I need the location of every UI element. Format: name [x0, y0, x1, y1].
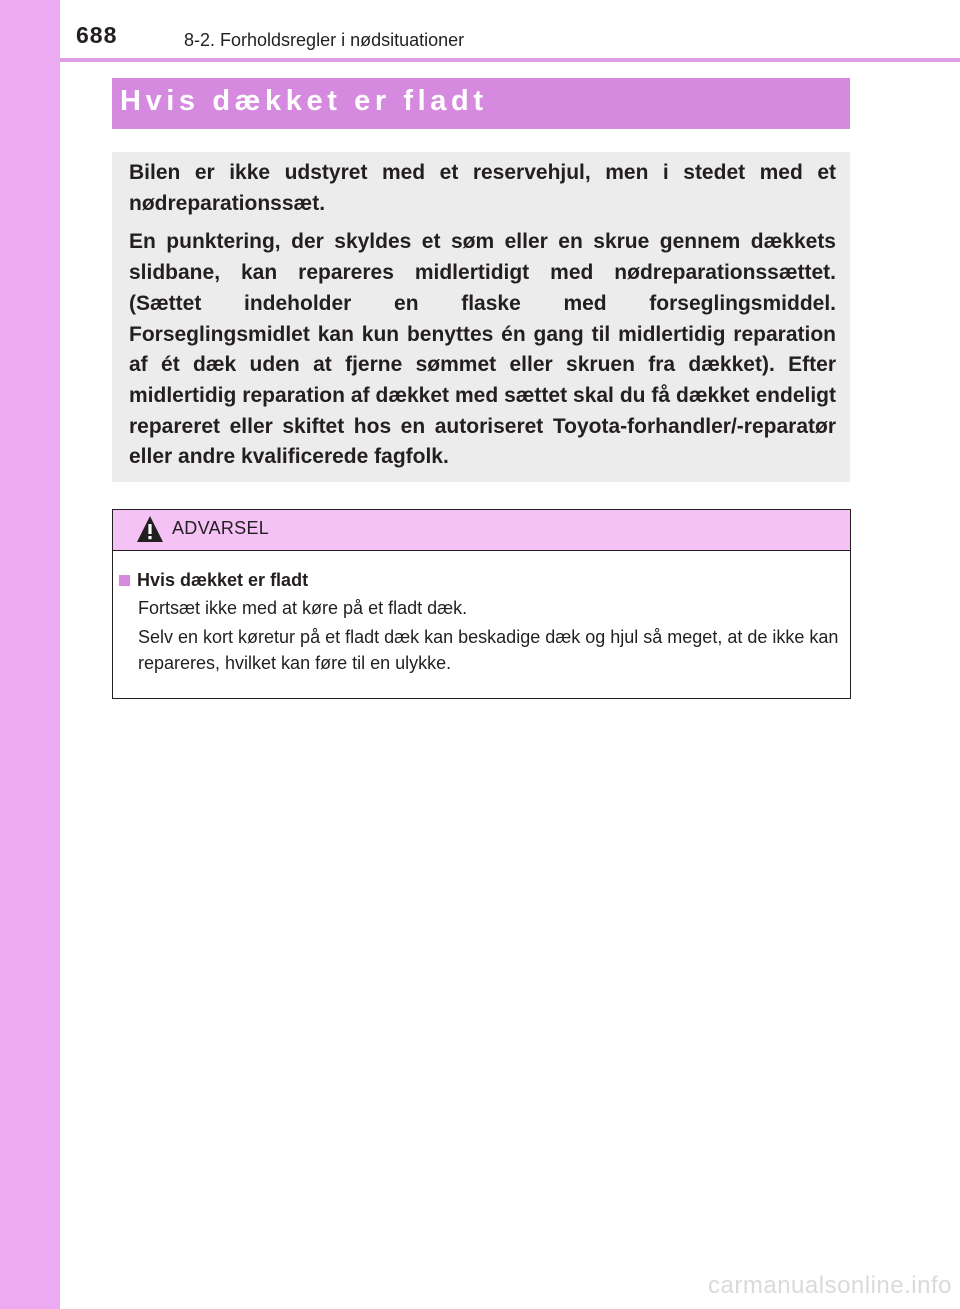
warning-heading-text: Hvis dækket er fladt — [137, 570, 309, 590]
warning-box — [112, 509, 851, 699]
warning-line: Fortsæt ikke med at køre på et fladt dæk. — [138, 598, 468, 618]
intro-box — [112, 152, 850, 482]
watermark: carmanualsonline.info — [708, 1272, 952, 1299]
intro-paragraph: Bilen er ikke udstyret med et reservehjul, men i stedet med et nødreparationssæt. — [129, 161, 836, 215]
warning-line: Selv en kort køretur på et fladt dæk kan beskadige dæk og hjul så meget, at de ikke kan repareres, hvilket kan føre til en ulykke. — [138, 627, 839, 673]
warning-triangle-icon — [135, 514, 165, 544]
warning-label: ADVARSEL — [172, 518, 270, 538]
warning-header — [113, 510, 850, 551]
warning-body — [113, 551, 850, 676]
page-number: 688 — [76, 22, 118, 48]
section-banner — [112, 78, 850, 129]
warning-heading — [119, 569, 840, 591]
square-bullet-icon — [119, 575, 130, 586]
intro-paragraph: En punktering, der skyldes et søm eller en skrue gennem dækkets slidbane, kan repareres midlertidigt med nødreparationssættet. (Sættet indeholder en flaske med forseglingsmiddel. Forseglingsmidlet kan kun benyttes én gang til midlertidig reparation af ét dæk uden at fjerne sømmet eller skruen fra dækket). Efter midlertidig reparation af dækket med sættet skal du få dækket endeligt repareret eller skiftet hos en autoriseret Toyota-forhandler/-reparatør eller andre kvalificerede fagfolk. — [129, 230, 836, 469]
side-color-strip — [0, 0, 60, 1309]
section-title: Hvis dækket er fladt — [120, 85, 488, 117]
header-divider — [60, 58, 960, 62]
chapter-breadcrumb: 8-2. Forholdsregler i nødsituationer — [184, 30, 465, 50]
